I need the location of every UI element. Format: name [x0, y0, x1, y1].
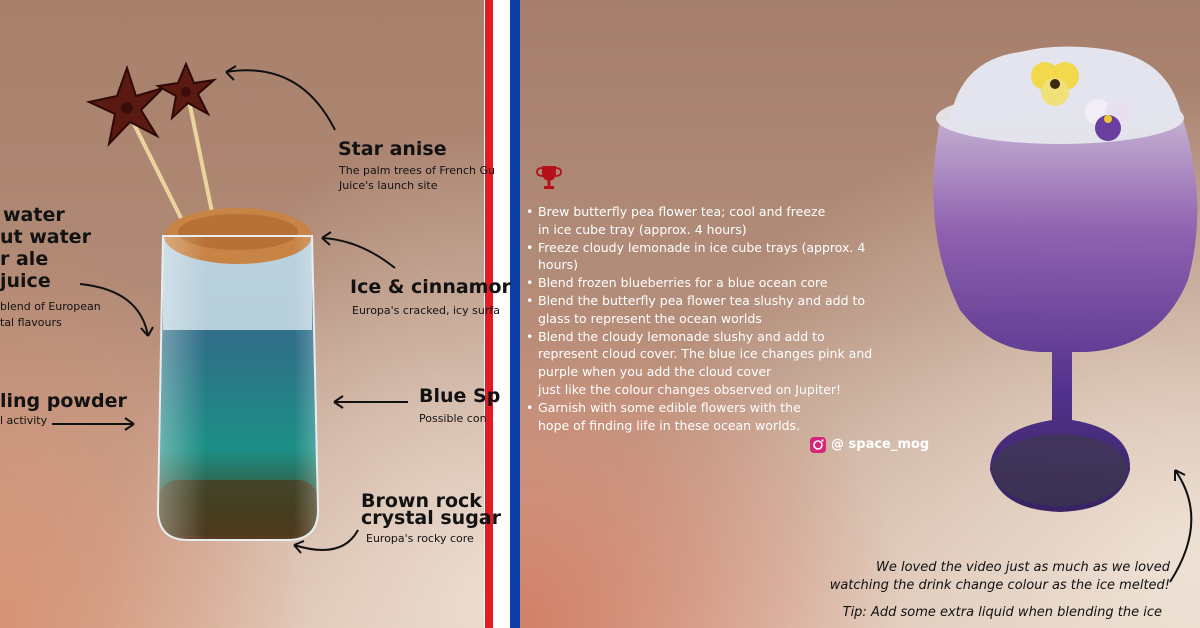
label-powder-title: ling powder [0, 390, 127, 412]
label-juice-desc: tal flavours [0, 316, 62, 329]
recipe-step: • Blend the butterfly pea flower tea slushy and add to glass to represent the ocean worlds [526, 292, 898, 328]
label-blue-title: Blue Sp [419, 385, 501, 407]
label-star-anise-title: Star anise [338, 138, 447, 160]
label-star-anise-desc: Juice's launch site [339, 179, 438, 192]
note-line: watching the drink change colour as the ice melted! [829, 578, 1170, 593]
recipe-panel [520, 0, 1200, 628]
label-sugar-title: crystal sugar [361, 507, 501, 529]
label-juice-desc: blend of European [0, 300, 101, 313]
label-star-anise-desc: The palm trees of French Gu [339, 164, 495, 177]
label-powder-desc: l activity [0, 414, 48, 427]
instagram-handle[interactable]: @ space_mog [831, 437, 930, 452]
label-sugar-title: Brown rock [361, 490, 482, 512]
star-anise-icon [158, 64, 214, 118]
recipe-step: • Freeze cloudy lemonade in ice cube trays (approx. 4 hours) [526, 239, 898, 275]
recipe-step: • Brew butterfly pea flower tea; cool and freeze in ice cube tray (approx. 4 hours) [526, 203, 898, 239]
trophy-icon [537, 166, 561, 189]
instagram-icon [810, 437, 826, 453]
star-anise-icon [89, 68, 163, 144]
label-ice-title: Ice & cinnamor [350, 276, 511, 298]
recipe-steps-list [526, 203, 898, 434]
label-blue-desc: Possible con [419, 412, 487, 425]
label-juice-title: r ale [0, 248, 49, 270]
infographic-panel [0, 0, 511, 628]
recipe-step: • Garnish with some edible flowers with the hope of finding life in these ocean worlds. [526, 399, 898, 435]
recipe-step: • Blend frozen blueberries for a blue ocean core [526, 274, 898, 292]
label-ice-desc: Europa's cracked, icy surfa [352, 304, 500, 317]
tip-line: Tip: Add some extra liquid when blending the ice [842, 605, 1162, 620]
note-line: We loved the video just as much as we loved [875, 560, 1170, 575]
label-sugar-desc: Europa's rocky core [366, 532, 474, 545]
recipe-step: • Blend the cloudy lemonade slushy and add to represent cloud cover. The blue ice changes pink and purple when you add the cloud cover just like the colour changes observed on Jupiter! [526, 328, 898, 399]
label-juice-title: ut water [0, 226, 91, 248]
label-juice-title: water [3, 204, 65, 226]
label-juice-title: juice [0, 270, 51, 292]
divider-blue-stripe [510, 0, 520, 628]
